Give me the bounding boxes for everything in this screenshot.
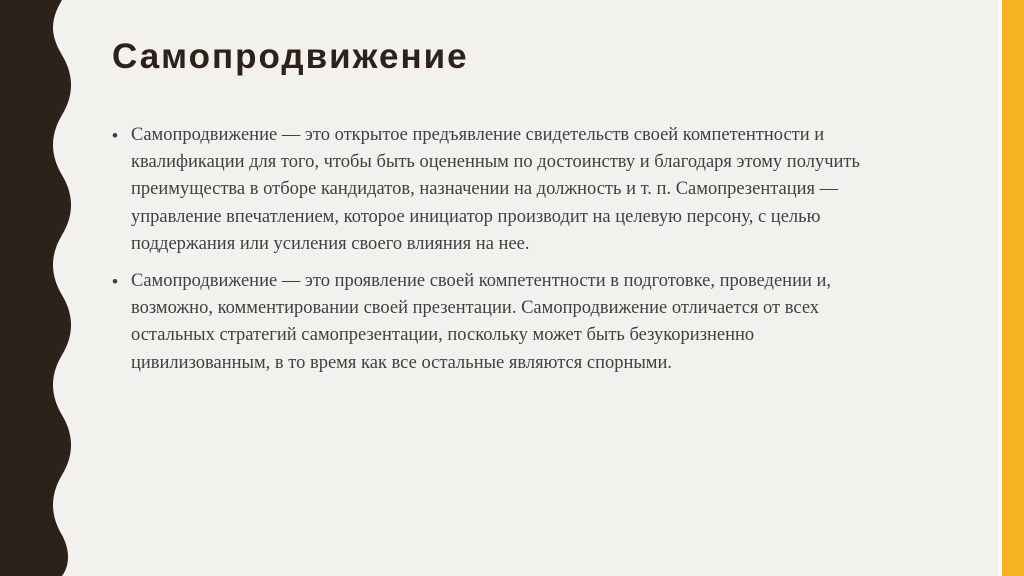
bullet-text: Самопродвижение — это проявление своей компетентности в подготовке, проведении и, возможно, комментировании своей презентации. Самопродвижение отличается от всех остальных стратегий самопрезентации, поскольку может быть безукоризненно цивилизованным, в то время как все остальные являются спорными.	[131, 271, 832, 373]
left-wavy-band	[0, 0, 80, 576]
bullet-item	[112, 122, 892, 258]
slide-title: Самопродвижение	[112, 37, 469, 76]
bullet-icon: •	[112, 272, 118, 292]
bullet-item	[112, 268, 892, 377]
right-accent-bar	[1002, 0, 1024, 576]
bullet-icon: •	[112, 126, 118, 145]
bullet-list	[112, 122, 892, 387]
wavy-band-shape	[0, 0, 71, 576]
bullet-text: Самопродвижение — это открытое предъявление свидетельств своей компетентности и квалификации для того, чтобы быть оцененным по достоинству и благодаря этому получить преимущества в отборе кандидатов, назначении на должность и т. п. Самопрезентация — управление впечатлением, которое инициатор производит на целевую персону, с целью поддержания или усиления своего влияния на нее.	[131, 125, 860, 254]
